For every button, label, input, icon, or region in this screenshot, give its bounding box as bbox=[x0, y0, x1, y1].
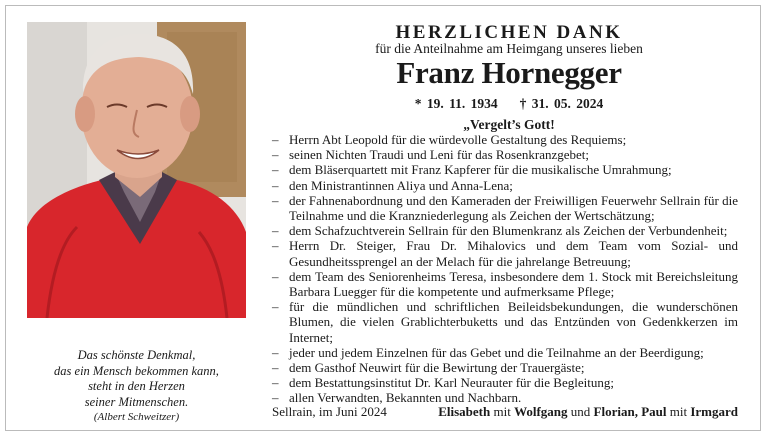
family-name: Elisabeth bbox=[438, 404, 491, 419]
thanks-item: – Herrn Dr. Steiger, Frau Dr. Mihalovics und dem Team vom Sozial- und Gesundheitssprengel an der Melach für die jahrelange Betreuung; bbox=[272, 238, 738, 268]
thanks-item: – dem Bläserquartett mit Franz Kapferer für die musikalische Umrahmung; bbox=[272, 162, 738, 177]
quote-author: (Albert Schweitzer) bbox=[93, 411, 180, 423]
portrait-photo bbox=[27, 22, 246, 318]
life-dates bbox=[270, 96, 748, 112]
birth-date: * 19. 11. 1934 bbox=[414, 96, 498, 111]
death-date: † 31. 05. 2024 bbox=[519, 96, 604, 111]
deceased-name: Franz Hornegger bbox=[396, 55, 622, 90]
quote-line: das ein Mensch bekommen kann, bbox=[54, 363, 219, 378]
thanks-item: – seinen Nichten Traudi und Leni für das Rosenkranzgebet; bbox=[272, 147, 738, 162]
thanks-item: – dem Gasthof Neuwirt für die Bewirtung der Trauergäste; bbox=[272, 360, 738, 375]
thanks-item: – dem Bestattungsinstitut Dr. Karl Neurauter für die Begleitung; bbox=[272, 375, 738, 390]
subheading: für die Anteilnahme am Heimgang unseres lieben bbox=[375, 41, 643, 56]
motto: „Vergelt’s Gott! bbox=[463, 117, 555, 132]
quote-line: steht in den Herzen bbox=[88, 379, 185, 393]
connector: mit bbox=[669, 404, 688, 419]
thanks-item: – der Fahnenabordnung und den Kameraden der Freiwilligen Feuerwehr Sellrain für die Teilnahme und die Kranzniederlegung als Zeichen der Wertschätzung; bbox=[272, 193, 738, 223]
quote bbox=[27, 348, 246, 426]
thanks-item: – dem Schafzuchtverein Sellrain für den Blumenkranz als Zeichen der Verbundenheit; bbox=[272, 223, 738, 238]
thanks-item: – jeder und jedem Einzelnen für das Gebet und die Teilnahme an der Beerdigung; bbox=[272, 345, 738, 360]
connector: mit bbox=[493, 404, 511, 419]
quote-line: seiner Mitmenschen. bbox=[84, 394, 189, 409]
quote-line: Das schönste Denkmal, bbox=[77, 348, 196, 362]
thanks-item: – den Ministrantinnen Aliya und Anna-Lena; bbox=[272, 178, 738, 193]
thanks-list bbox=[272, 132, 738, 406]
family-name: Wolfgang bbox=[514, 404, 568, 419]
family-name: Florian, Paul bbox=[593, 404, 667, 419]
thanks-item: – dem Team des Seniorenheims Teresa, insbesondere dem 1. Stock mit Bereichsleitung Barbara Luegger für die kompetente und aufmerksame Pflege; bbox=[272, 269, 738, 299]
heading: HERZLICHEN DANK bbox=[395, 22, 623, 43]
thanks-item: – Herrn Abt Leopold für die würdevolle Gestaltung des Requiems; bbox=[272, 132, 738, 147]
place-date: Sellrain, im Juni 2024 bbox=[272, 404, 387, 419]
thanks-item: – für die mündlichen und schriftlichen Beileidsbekundungen, die wunderschönen Blumen, die vielen Grablichterbuketts und das Entzünden von Gedenkkerzen im Internet; bbox=[272, 299, 738, 345]
family-signature bbox=[438, 404, 738, 420]
connector: und bbox=[570, 404, 591, 419]
family-name: Irmgard bbox=[690, 404, 738, 419]
thanks-item: – allen Verwandten, Bekannten und Nachbarn. bbox=[272, 390, 738, 405]
